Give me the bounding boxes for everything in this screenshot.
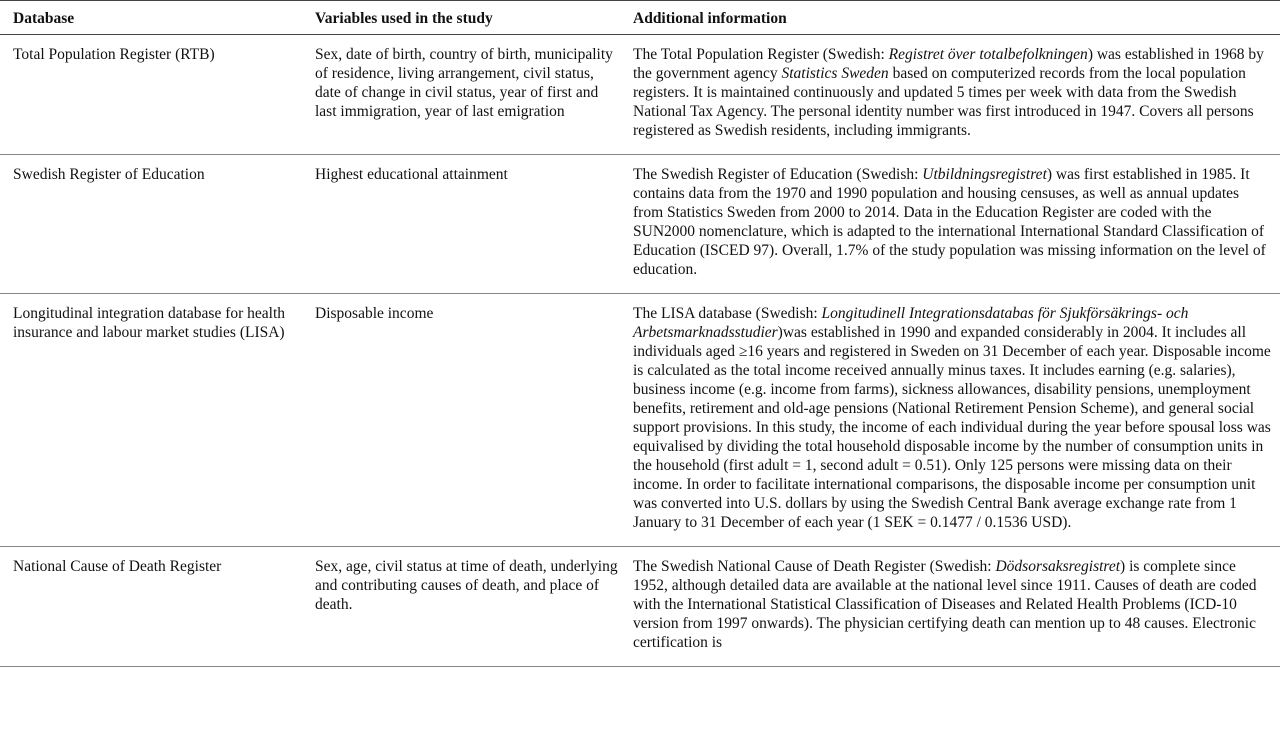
info-text: The LISA database (Swedish:	[633, 305, 822, 322]
table-row	[0, 155, 1280, 294]
header-variables: Variables used in the study	[302, 1, 620, 35]
header-additional-info: Additional information	[620, 1, 1280, 35]
info-cell	[620, 155, 1280, 294]
table-row	[0, 547, 1280, 667]
variables-cell: Highest educational attainment	[302, 155, 620, 294]
variables-cell: Sex, age, civil status at time of death, underlying and contributing causes of death, and place of death.	[302, 547, 620, 667]
info-text: based on computerized records from the local population registers. It is maintained continuously and updated 5 times per week with data from the Swedish National Tax Agency. The personal identity number was first introduced in 1947. Covers all persons registered as Swedish residents, including immigrants.	[633, 65, 1254, 139]
info-text: ) was established in 1968 by the government agency	[633, 46, 1264, 82]
database-cell: Longitudinal integration database for health insurance and labour market studies (LISA)	[0, 294, 302, 547]
info-italic-text: Registret över totalbefolkningen	[888, 46, 1088, 63]
info-text: The Swedish National Cause of Death Register (Swedish:	[633, 558, 996, 575]
header-row	[0, 1, 1280, 35]
table-row	[0, 294, 1280, 547]
info-text: The Swedish Register of Education (Swedish:	[633, 166, 923, 183]
info-text: ) is complete since 1952, although detailed data are available at the national level since 1911. Causes of death are coded with the International Statistical Classification of Diseases and Related Health Problems (ICD-10 version from 1997 onwards). The physician certifying death can mention up to 48 causes. Electronic certification is	[633, 558, 1257, 651]
info-italic-text: Longitudinell Integrationsdatabas för Sjukförsäkrings- och Arbetsmarknadsstudier	[633, 305, 1189, 341]
info-text: ) was first established in 1985. It contains data from the 1970 and 1990 population and housing censuses, as well as annual updates from Statistics Sweden from 2000 to 2014. Data in the Education Register are coded with the SUN2000 nomenclature, which is adapted to the international International Standard Classification of Education (ISCED 97). Overall, 1.7% of the study population was missing information on the level of education.	[633, 166, 1266, 278]
variables-cell: Sex, date of birth, country of birth, municipality of residence, living arrangement, civil status, date of change in civil status, year of first and last immigration, year of last emigration	[302, 35, 620, 155]
info-italic-text: Statistics Sweden	[781, 65, 889, 82]
database-cell: Total Population Register (RTB)	[0, 35, 302, 155]
info-text: The Total Population Register (Swedish:	[633, 46, 889, 63]
info-italic-text: Utbildningsregistret	[922, 166, 1047, 183]
info-text: )was established in 1990 and expanded considerably in 2004. It includes all individuals aged ≥16 years and registered in Sweden on 31 December of each year. Disposable income is calculated as the total income received annually minus taxes. It includes earning (e.g. salaries), business income (e.g. income from farms), sickness allowances, disability pensions, unemployment benefits, retirement and old-age pensions (National Retirement Pension Scheme), and general social support provisions. In this study, the income of each individual during the year before spousal loss was equivalised by dividing the total household disposable income by the number of consumption units in the household (first adult = 1, second adult = 0.51). Only 125 persons were missing data on their income. In order to facilitate international comparisons, the disposable income per consumption unit was converted into U.S. dollars by using the Swedish Central Bank average exchange rate from 1 January to 31 December of each year (1 SEK = 0.1477 / 0.1536 USD).	[633, 324, 1271, 531]
info-cell	[620, 547, 1280, 667]
info-cell	[620, 35, 1280, 155]
variables-cell: Disposable income	[302, 294, 620, 547]
database-cell: Swedish Register of Education	[0, 155, 302, 294]
table-row	[0, 35, 1280, 155]
header-database: Database	[0, 1, 302, 35]
info-cell	[620, 294, 1280, 547]
database-cell: National Cause of Death Register	[0, 547, 302, 667]
info-italic-text: Dödsorsaksregistret	[995, 558, 1121, 575]
